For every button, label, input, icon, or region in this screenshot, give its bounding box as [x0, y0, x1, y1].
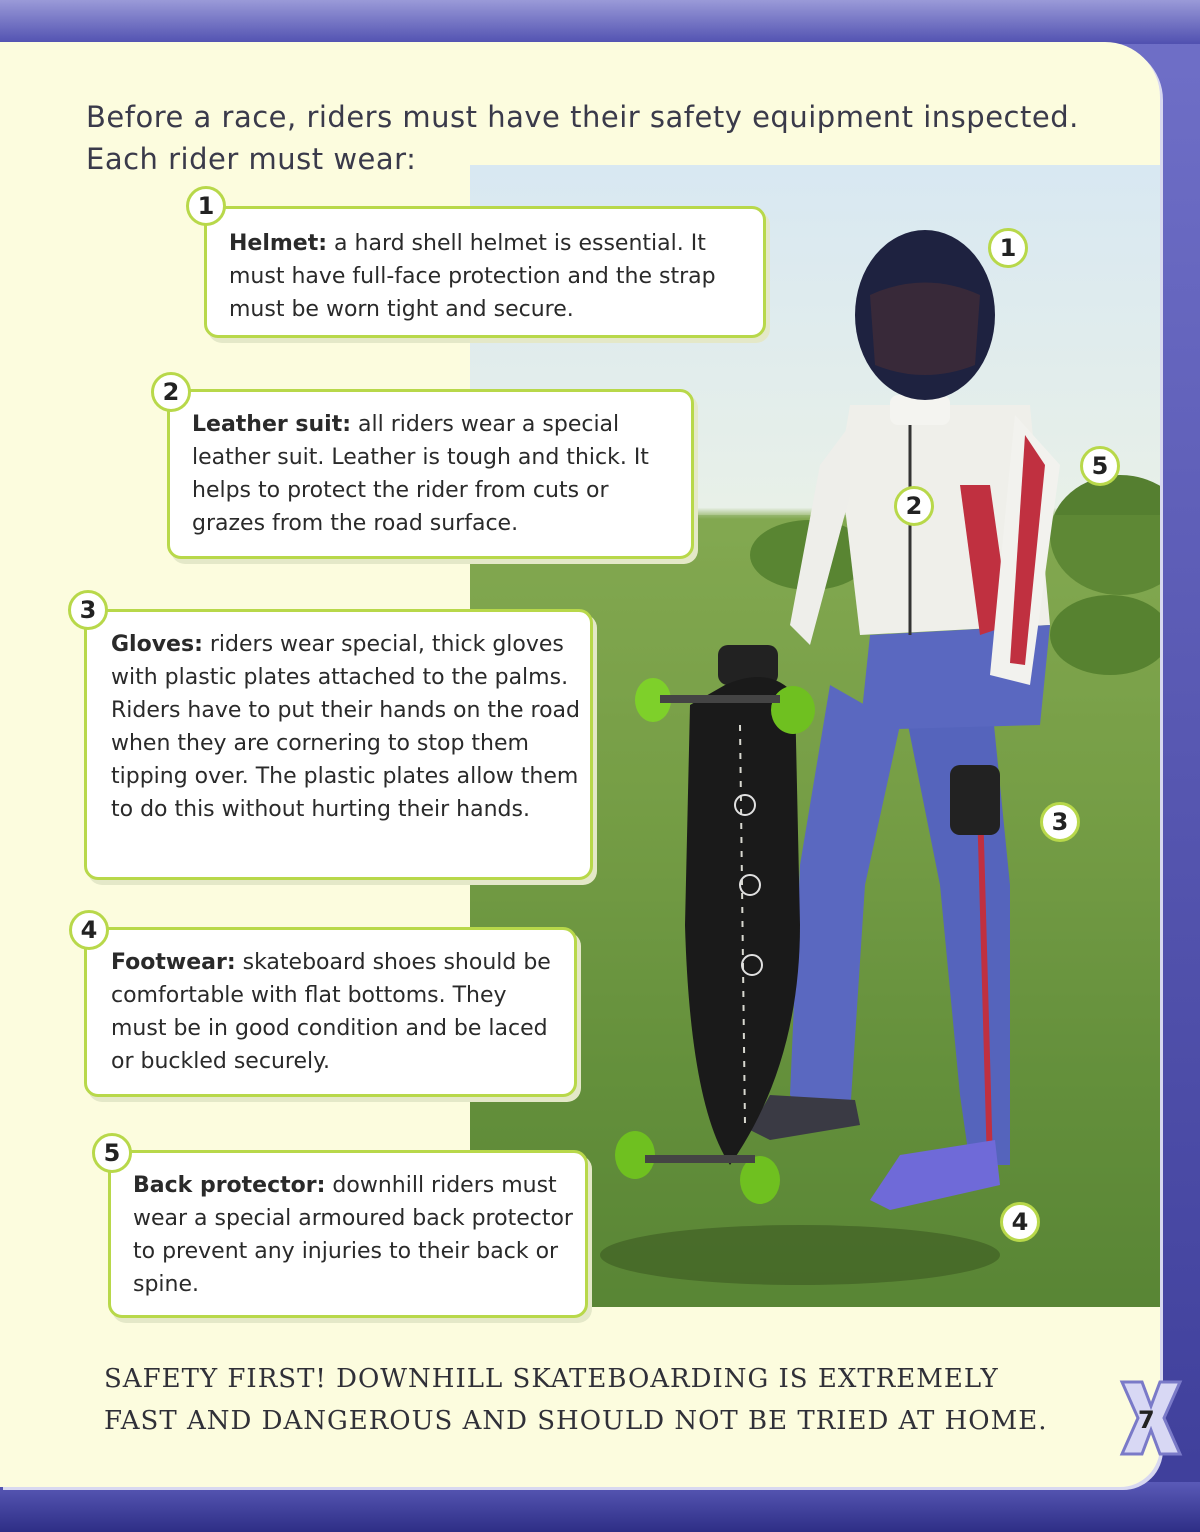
callout-gloves-heading: Gloves: [111, 632, 203, 657]
intro-line-1: Before a race, riders must have their safety equipment inspected. [86, 100, 1079, 134]
callout-back-protector-body: downhill riders must wear a special armoured back protector to prevent any injuries to their back or spine. [133, 1173, 573, 1297]
photo-marker-4: 4 [1000, 1202, 1040, 1242]
callout-leather-suit-heading: Leather suit: [192, 412, 352, 437]
callout-gloves-text [111, 628, 581, 826]
top-frame-band [0, 0, 1200, 44]
callout-gloves [84, 609, 593, 880]
safety-notice [104, 1358, 1104, 1442]
callout-back-protector [108, 1150, 588, 1318]
callout-badge-4: 4 [69, 910, 109, 950]
callout-leather-suit [167, 389, 694, 559]
callout-helmet-text [229, 227, 749, 326]
safety-line-2: FAST AND DANGEROUS AND SHOULD NOT BE TRIED AT HOME. [104, 1406, 1048, 1436]
callout-helmet [204, 206, 766, 338]
photo-marker-1: 1 [988, 228, 1028, 268]
intro-line-2: Each rider must wear: [86, 142, 417, 176]
callout-back-protector-heading: Back protector: [133, 1173, 326, 1198]
callout-leather-suit-body: all riders wear a special leather suit. Leather is tough and thick. It helps to protect the rider from cuts or grazes from the road surface. [192, 412, 649, 536]
bottom-frame-band [0, 1482, 1200, 1532]
callout-leather-suit-text [192, 408, 682, 540]
callout-footwear-body: skateboard shoes should be comfortable with flat bottoms. They must be in good condition and be laced or buckled securely. [111, 950, 551, 1074]
page-number: 7 [1138, 1406, 1155, 1434]
callout-badge-3: 3 [68, 590, 108, 630]
callout-footwear-heading: Footwear: [111, 950, 236, 975]
safety-line-1: SAFETY FIRST! DOWNHILL SKATEBOARDING IS EXTREMELY [104, 1364, 999, 1394]
photo-marker-2: 2 [894, 486, 934, 526]
callout-footwear [84, 927, 577, 1097]
callout-gloves-body: riders wear special, thick gloves with plastic plates attached to the palms. Riders have to put their hands on the road when they are cornering to stop them tipping over. The plastic plates allow them to do this without hurting their hands. [111, 632, 580, 822]
callout-back-protector-text [133, 1169, 578, 1301]
callout-badge-5: 5 [92, 1133, 132, 1173]
callout-badge-2: 2 [151, 372, 191, 412]
callout-badge-1: 1 [186, 186, 226, 226]
photo-marker-5: 5 [1080, 446, 1120, 486]
photo-marker-3: 3 [1040, 802, 1080, 842]
callout-footwear-text [111, 946, 566, 1078]
callout-helmet-heading: Helmet: [229, 231, 328, 256]
callout-helmet-body: a hard shell helmet is essential. It must have full-face protection and the strap must be worn tight and secure. [229, 231, 716, 322]
